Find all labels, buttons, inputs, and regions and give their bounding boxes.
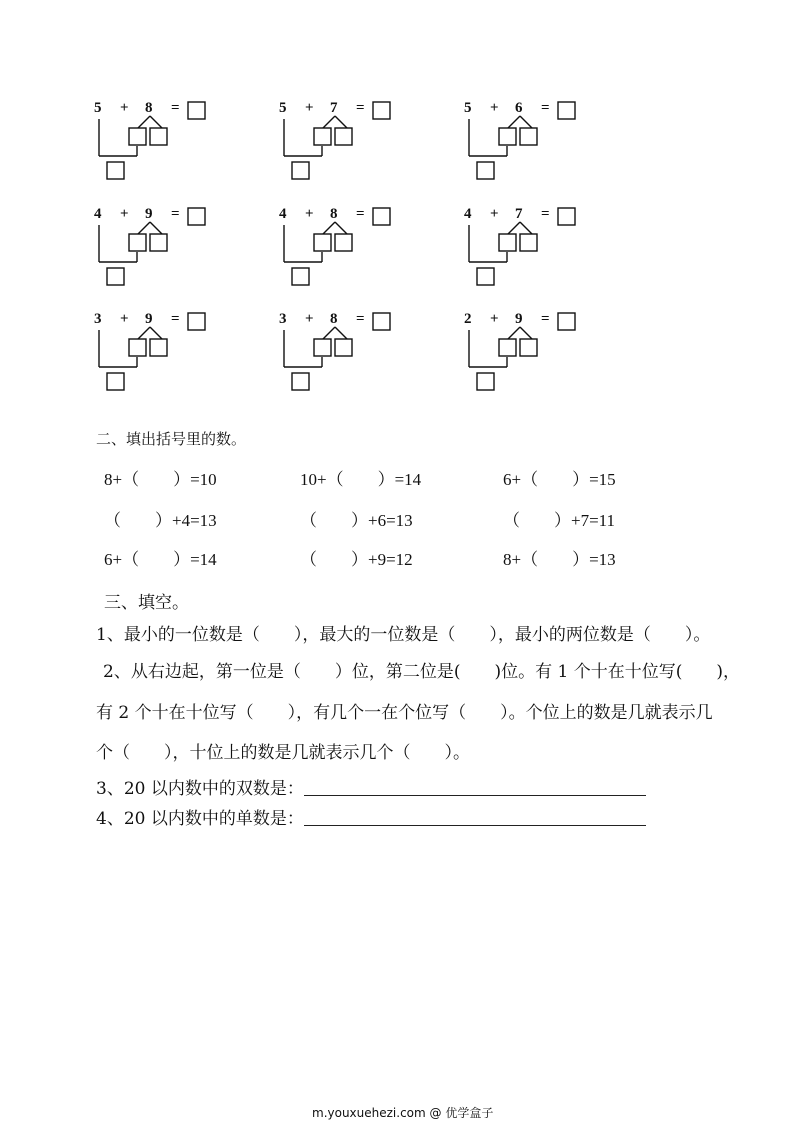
- plus-sign: +: [490, 206, 499, 222]
- plus-sign: +: [120, 100, 129, 116]
- fill-item-2[interactable]: 10+（ ）=14: [300, 470, 422, 489]
- plus-sign: +: [305, 206, 314, 222]
- split-box-right[interactable]: [520, 128, 537, 145]
- fill-item-5[interactable]: （ ）+6=13: [300, 511, 413, 530]
- addend-b: 7: [515, 206, 523, 222]
- question-2-line-1[interactable]: 2、从右边起，第一位是（ ）位，第二位是( )位。有 1 个十在十位写( )，: [103, 662, 740, 682]
- footer-watermark: m.youxuehezi.com @ 优学盒子: [312, 1106, 494, 1120]
- equals-sign: =: [171, 100, 180, 116]
- addend-b: 8: [330, 311, 338, 327]
- split-branch-right: [150, 222, 162, 234]
- fill-item-8[interactable]: （ ）+9=12: [300, 550, 413, 569]
- plus-sign: +: [120, 206, 129, 222]
- decomposition-diagram: [277, 310, 407, 400]
- ten-box[interactable]: [292, 373, 309, 390]
- decomposition-diagram: [277, 205, 407, 295]
- result-box[interactable]: [188, 313, 205, 330]
- equals-sign: =: [541, 206, 550, 222]
- split-branch-right: [150, 327, 162, 339]
- equals-sign: =: [356, 206, 365, 222]
- split-box-left[interactable]: [314, 339, 331, 356]
- split-branch-right: [150, 116, 162, 128]
- question-2-line-2[interactable]: 有 2 个十在十位写（ ），有几个一在个位写（ ）。个位上的数是几就表示几: [96, 703, 713, 723]
- addend-a: 2: [464, 311, 472, 327]
- decomposition-diagram: [92, 205, 222, 295]
- question-3[interactable]: [96, 774, 646, 799]
- problem-2: [277, 99, 407, 189]
- split-branch-right: [520, 222, 532, 234]
- result-box[interactable]: [373, 208, 390, 225]
- split-box-right[interactable]: [335, 339, 352, 356]
- fill-item-1[interactable]: 8+（ ）=10: [104, 470, 217, 489]
- result-box[interactable]: [373, 102, 390, 119]
- plus-sign: +: [305, 311, 314, 327]
- decomposition-diagram: [462, 205, 592, 295]
- problem-1: [92, 99, 222, 189]
- result-box[interactable]: [558, 313, 575, 330]
- ten-box[interactable]: [477, 268, 494, 285]
- question-2-line-3[interactable]: 个（ ），十位上的数是几就表示几个（ ）。: [96, 743, 470, 763]
- ten-box[interactable]: [107, 268, 124, 285]
- addend-a: 4: [464, 206, 472, 222]
- ten-box[interactable]: [107, 162, 124, 179]
- split-box-left[interactable]: [129, 234, 146, 251]
- fill-item-6[interactable]: （ ）+7=11: [503, 511, 616, 530]
- problem-8: [277, 310, 407, 400]
- section2-title: 二、填出括号里的数。: [96, 430, 247, 448]
- split-box-right[interactable]: [150, 128, 167, 145]
- addend-b: 8: [145, 100, 153, 116]
- plus-sign: +: [490, 311, 499, 327]
- problem-6: [462, 205, 592, 295]
- split-box-left[interactable]: [499, 128, 516, 145]
- split-box-left[interactable]: [499, 339, 516, 356]
- plus-sign: +: [305, 100, 314, 116]
- split-branch-left: [508, 222, 520, 234]
- addend-a: 5: [279, 100, 287, 116]
- question-1[interactable]: 1、最小的一位数是（ ），最大的一位数是（ ），最小的两位数是（ ）。: [96, 625, 711, 645]
- split-branch-left: [323, 116, 335, 128]
- problem-9: [462, 310, 592, 400]
- problem-4: [92, 205, 222, 295]
- decomposition-diagram: [277, 99, 407, 189]
- split-branch-right: [335, 222, 347, 234]
- addend-b: 7: [330, 100, 338, 116]
- split-branch-right: [520, 327, 532, 339]
- problem-3: [462, 99, 592, 189]
- equals-sign: =: [171, 206, 180, 222]
- split-branch-left: [323, 222, 335, 234]
- split-branch-right: [520, 116, 532, 128]
- equals-sign: =: [356, 311, 365, 327]
- split-branch-right: [335, 327, 347, 339]
- problem-5: [277, 205, 407, 295]
- fill-item-3[interactable]: 6+（ ）=15: [503, 470, 616, 489]
- split-box-right[interactable]: [150, 234, 167, 251]
- ten-box[interactable]: [292, 268, 309, 285]
- result-box[interactable]: [188, 102, 205, 119]
- decomposition-diagram: [462, 310, 592, 400]
- split-branch-left: [508, 327, 520, 339]
- result-box[interactable]: [558, 102, 575, 119]
- split-branch-left: [508, 116, 520, 128]
- section3-title: 三、填空。: [104, 593, 189, 613]
- addend-b: 9: [145, 311, 153, 327]
- result-box[interactable]: [373, 313, 390, 330]
- addend-b: 6: [515, 100, 523, 116]
- split-box-right[interactable]: [335, 234, 352, 251]
- addend-a: 3: [279, 311, 287, 327]
- addend-a: 3: [94, 311, 102, 327]
- split-box-left[interactable]: [129, 128, 146, 145]
- split-box-left[interactable]: [314, 234, 331, 251]
- addend-a: 4: [279, 206, 287, 222]
- plus-sign: +: [490, 100, 499, 116]
- split-box-right[interactable]: [335, 128, 352, 145]
- split-branch-left: [138, 222, 150, 234]
- addend-a: 4: [94, 206, 102, 222]
- question-4-label: 4、20 以内数中的单数是：: [96, 809, 304, 829]
- split-box-left[interactable]: [314, 128, 331, 145]
- split-box-left[interactable]: [129, 339, 146, 356]
- answer-line-3[interactable]: [304, 795, 646, 796]
- ten-box[interactable]: [477, 162, 494, 179]
- fill-item-7[interactable]: 6+（ ）=14: [104, 550, 217, 569]
- fill-item-4[interactable]: （ ）+4=13: [104, 511, 217, 530]
- split-branch-left: [138, 116, 150, 128]
- fill-item-9[interactable]: 8+（ ）=13: [503, 550, 616, 569]
- result-box[interactable]: [188, 208, 205, 225]
- equals-sign: =: [171, 311, 180, 327]
- ten-box[interactable]: [477, 373, 494, 390]
- ten-box[interactable]: [107, 373, 124, 390]
- addend-b: 9: [145, 206, 153, 222]
- split-branch-left: [138, 327, 150, 339]
- addend-a: 5: [94, 100, 102, 116]
- decomposition-diagram: [462, 99, 592, 189]
- split-branch-right: [335, 116, 347, 128]
- split-box-right[interactable]: [520, 339, 537, 356]
- equals-sign: =: [356, 100, 365, 116]
- split-box-right[interactable]: [150, 339, 167, 356]
- question-3-label: 3、20 以内数中的双数是：: [96, 779, 304, 799]
- problem-7: [92, 310, 222, 400]
- addend-a: 5: [464, 100, 472, 116]
- equals-sign: =: [541, 311, 550, 327]
- addend-b: 8: [330, 206, 338, 222]
- split-box-right[interactable]: [520, 234, 537, 251]
- split-branch-left: [323, 327, 335, 339]
- question-4[interactable]: [96, 804, 646, 829]
- result-box[interactable]: [558, 208, 575, 225]
- split-box-left[interactable]: [499, 234, 516, 251]
- ten-box[interactable]: [292, 162, 309, 179]
- decomposition-diagram: [92, 99, 222, 189]
- addend-b: 9: [515, 311, 523, 327]
- decomposition-diagram: [92, 310, 222, 400]
- plus-sign: +: [120, 311, 129, 327]
- answer-line-4[interactable]: [304, 825, 646, 826]
- equals-sign: =: [541, 100, 550, 116]
